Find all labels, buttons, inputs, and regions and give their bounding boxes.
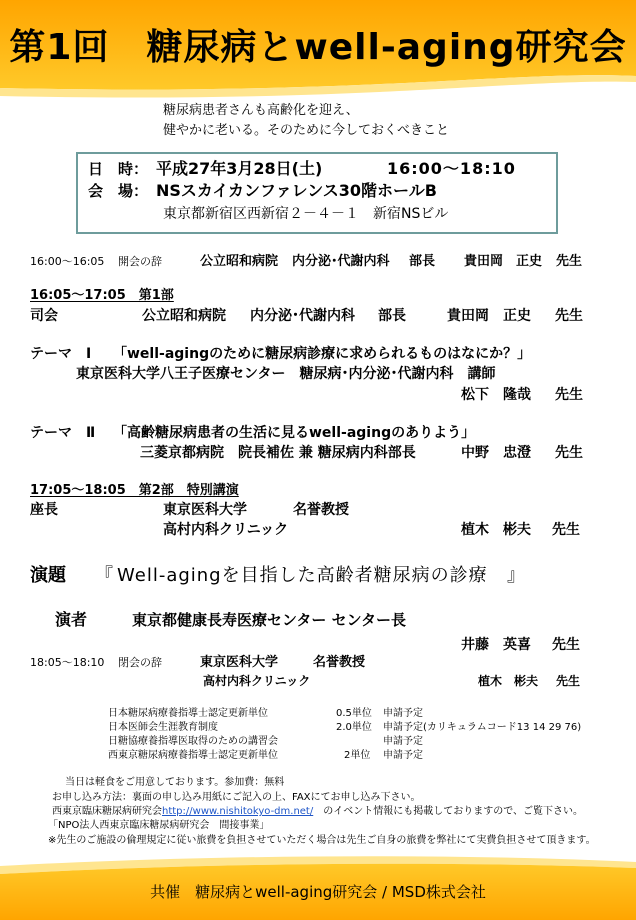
part1-chair-title: 部長: [378, 308, 406, 324]
date-value: 平成27年3月28日(土): [156, 159, 323, 178]
theme2-name: 中野 忠澄: [461, 445, 531, 461]
opening-honorific: 先生: [556, 254, 583, 269]
credit-row: [0, 751, 636, 771]
part2-chair-affiliation: 東京医科大学: [163, 502, 247, 518]
theme1-row: [0, 347, 636, 367]
part2-chair-honorific: 先生: [552, 522, 580, 538]
speaker-name: 井藤 英喜: [461, 637, 531, 653]
part2-heading: 17:05～18:05 第2部 特別講演: [30, 483, 239, 498]
theme1-label: テーマ Ⅰ: [30, 346, 92, 362]
note-website-suffix: のイベント情報にも掲載しておりますので、ご覧下さい。: [313, 806, 584, 817]
opening-time: 16:00～16:05: [30, 255, 105, 268]
venue-value: NSスカイカンファレンス30階ホールB: [156, 181, 437, 200]
credit-name: 西東京糖尿病療養指導士認定更新単位: [108, 750, 278, 761]
intro-line-2: 健やかに老いる。そのために今しておくべきこと: [163, 123, 450, 138]
theme1-honorific: 先生: [555, 387, 583, 403]
part2-chair-clinic: 高村内科クリニック: [163, 522, 289, 538]
closing-affiliation: 東京医科大学: [200, 655, 279, 670]
closing-time: 18:05～18:10: [30, 656, 105, 669]
closing-label: 閉会の辞: [118, 656, 162, 669]
note-travel: ※先生のご施設の倫理規定に従い旅費を負担させていただく場合は先生ご自身の旅費を弊社にて実費負担させて頂きます。: [48, 835, 596, 846]
theme2-speaker-row: [0, 446, 636, 466]
opening-title: 部長: [409, 254, 436, 269]
footer-organizers: 共催 糖尿病とwell-aging研究会 / MSD株式会社: [150, 883, 486, 901]
website-link[interactable]: http://www.nishitokyo-dm.net/: [162, 806, 314, 817]
theme2-label: テーマ Ⅱ: [30, 425, 96, 441]
part2-chair-role: 座長: [30, 502, 58, 518]
theme1-speaker-row: [0, 388, 636, 408]
lecture-close-bracket: 』: [507, 565, 525, 586]
closing-clinic: 高村内科クリニック: [203, 674, 311, 688]
part1-chair-row: [0, 309, 636, 329]
credit-name: 日本糖尿病療養指導士認定更新単位: [108, 708, 268, 719]
note-website: [52, 807, 583, 817]
speaker-affiliation: 東京都健康長寿医療センター センター長: [132, 611, 407, 629]
note-project: 「NPO法人西東京臨床糖尿病研究会 間接事業」: [48, 820, 270, 831]
note-refreshments: 当日は軽食をご用意しております。参加費：無料: [65, 777, 285, 788]
closing-row: [0, 656, 636, 676]
lecture-title: Well-agingを目指した高齢者糖尿病の診療: [117, 565, 488, 586]
credit-units: 2単位: [344, 750, 371, 761]
part2-chair-row: [0, 503, 636, 523]
opening-label: 開会の辞: [118, 255, 162, 268]
part1-chair-department: 内分泌･代謝内科: [250, 308, 355, 324]
theme1-name: 松下 隆哉: [461, 387, 531, 403]
part1-chair-role: 司会: [30, 308, 58, 324]
lecture-open-bracket: 『: [95, 565, 113, 586]
page-title: 第1回 糖尿病とwell-aging研究会: [9, 27, 627, 68]
part2-chair-clinic-row: [0, 523, 636, 543]
opening-row: [0, 255, 636, 275]
intro-line-1: 糖尿病患者さんも高齢化を迎え、: [163, 103, 359, 118]
credit-status: 申請予定: [383, 736, 423, 747]
part1-chair-name: 貴田岡 正史: [447, 308, 531, 324]
opening-department: 内分泌･代謝内科: [292, 254, 390, 269]
credit-units: 0.5単位: [336, 708, 372, 719]
part2-chair-name: 植木 彬夫: [461, 522, 531, 538]
theme2-row: [0, 426, 636, 446]
speaker-row: [0, 612, 636, 632]
theme2-honorific: 先生: [555, 445, 583, 461]
closing-title: 名誉教授: [313, 655, 366, 670]
theme1-affiliation: 東京医科大学八王子医療センター 糖尿病･内分泌･代謝内科 講師: [76, 366, 496, 382]
closing-clinic-row: [0, 675, 636, 695]
part2-chair-title: 名誉教授: [293, 502, 349, 518]
credit-name: 日糖協療養指導医取得のための講習会: [108, 736, 278, 747]
closing-honorific: 先生: [556, 674, 581, 688]
credit-name: 日本医師会生涯教育制度: [108, 722, 218, 733]
theme2-affiliation: 三菱京都病院 院長補佐 兼 糖尿病内科部長: [140, 445, 416, 461]
closing-name: 植木 彬夫: [478, 674, 539, 688]
credit-status: 申請予定(カリキュラムコード13 14 29 76): [383, 722, 582, 733]
theme2-topic: 「高齢糖尿病患者の生活に見るwell-agingのありよう」: [113, 425, 476, 441]
time-value: 16:00～18:10: [387, 159, 516, 178]
opening-affiliation: 公立昭和病院: [200, 254, 279, 269]
part1-chair-honorific: 先生: [555, 308, 583, 324]
note-application: お申し込み方法：裏面の申し込み用紙にご記入の上、FAXにてお申し込み下さい。: [52, 792, 421, 803]
credit-status: 申請予定: [383, 750, 423, 761]
speaker-honorific: 先生: [552, 637, 580, 653]
speaker-label: 演者: [55, 610, 88, 629]
credit-units: 2.0単位: [336, 722, 372, 733]
venue-label: 会 場：: [88, 182, 149, 200]
part1-heading: 16:05～17:05 第1部: [30, 288, 174, 303]
theme1-topic: 「well-agingのために糖尿病診療に求められるものはなにか？」: [113, 346, 532, 362]
date-label: 日 時：: [88, 160, 149, 178]
event-info-box: [76, 152, 558, 234]
venue-address: 東京都新宿区西新宿２－４－１ 新宿NSビル: [163, 206, 449, 222]
part1-chair-affiliation: 公立昭和病院: [142, 308, 226, 324]
credit-status: 申請予定: [383, 708, 423, 719]
opening-name: 貴田岡 正史: [464, 254, 543, 269]
lecture-row: [0, 567, 636, 589]
note-website-prefix: 西東京臨床糖尿病研究会: [52, 806, 162, 817]
lecture-label: 演題: [30, 565, 66, 586]
